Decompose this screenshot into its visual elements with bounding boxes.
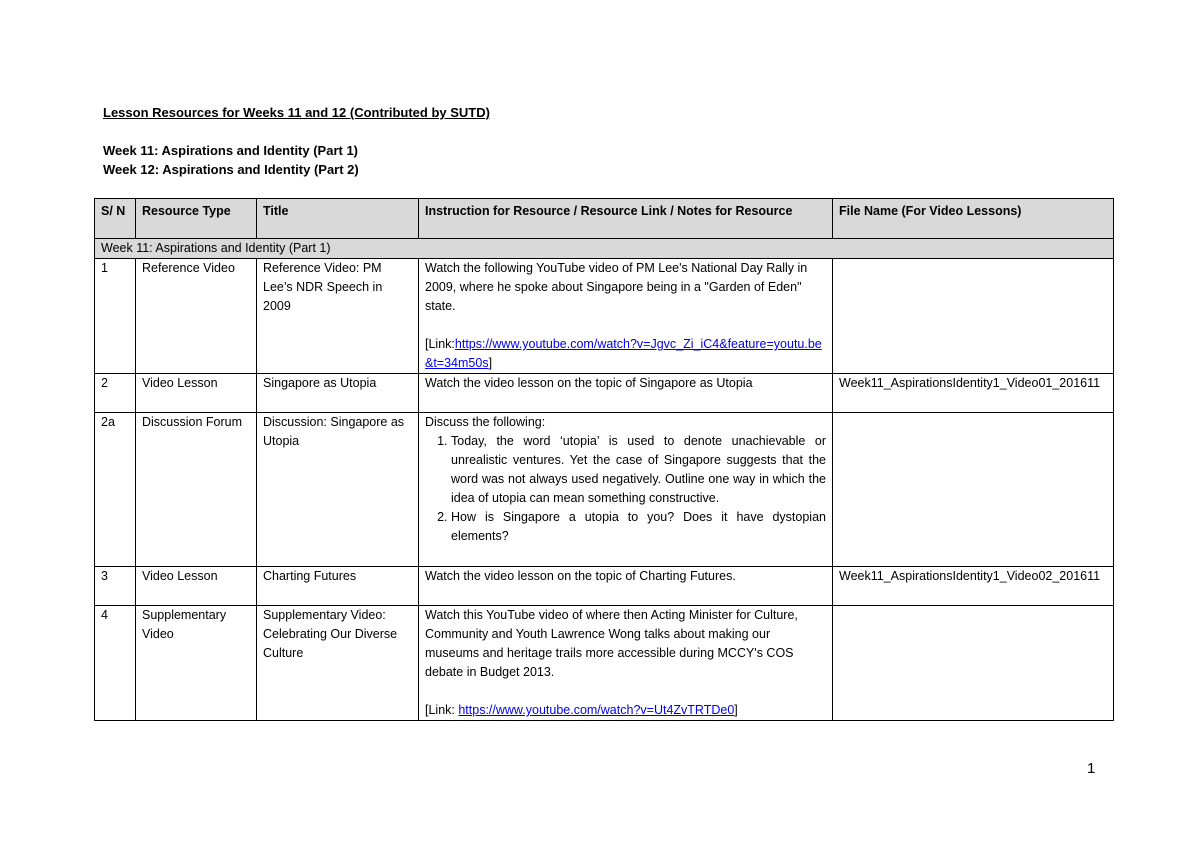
cell-resource-type: Video Lesson [136, 567, 257, 606]
spacer [425, 316, 826, 335]
resource-table [94, 198, 1114, 721]
link-prefix: [Link: [425, 337, 455, 351]
page-number: 1 [1087, 760, 1096, 777]
list-item: 1. Today, the word ‘utopia’ is used to denote unachievable or unrealistic ventures. Yet the case of Singapore suggests that the word was not always used negatively. Outline one way in which the idea of utopia can mean something constructive. [451, 432, 826, 508]
cell-file-name [833, 413, 1114, 567]
section-week-11: Week 11: Aspirations and Identity (Part 1) [95, 239, 1114, 259]
header-instruction: Instruction for Resource / Resource Link / Notes for Resource [419, 199, 833, 239]
cell-title: Reference Video: PM Lee’s NDR Speech in 2009 [257, 259, 419, 374]
youtube-link[interactable]: https://www.youtube.com/watch?v=Jgvc_Zi_iC4&feature=youtu.be&t=34m50s [425, 337, 822, 370]
header-sn: S/ N [95, 199, 136, 239]
header-title: Title [257, 199, 419, 239]
header-row [95, 199, 1114, 239]
section-row [95, 239, 1114, 259]
link-prefix: [Link: [425, 703, 459, 717]
instruction-text: Watch this YouTube video of where then Acting Minister for Culture, Community and Youth Lawrence Wong talks about making our museums and heritage trails more accessible during MCCY's COS debate in Budget 2013. [425, 608, 798, 679]
cell-title: Singapore as Utopia [257, 374, 419, 413]
link-line [425, 701, 826, 720]
list-item: 2. How is Singapore a utopia to you? Does it have dystopian elements? [451, 508, 826, 546]
table-row [95, 259, 1114, 374]
link-suffix: ] [734, 703, 738, 717]
cell-title: Discussion: Singapore as Utopia [257, 413, 419, 567]
cell-instruction [419, 259, 833, 374]
header-resource-type: Resource Type [136, 199, 257, 239]
cell-resource-type: Reference Video [136, 259, 257, 374]
cell-resource-type: Discussion Forum [136, 413, 257, 567]
cell-file-name: Week11_AspirationsIdentity1_Video01_201611 [833, 374, 1114, 413]
cell-instruction: Watch the video lesson on the topic of Singapore as Utopia [419, 374, 833, 413]
link-line [425, 335, 826, 373]
cell-title: Supplementary Video: Celebrating Our Diverse Culture [257, 606, 419, 721]
cell-sn: 2a [95, 413, 136, 567]
cell-instruction: Watch the video lesson on the topic of Charting Futures. [419, 567, 833, 606]
discussion-list [425, 432, 826, 546]
cell-resource-type: Supplementary Video [136, 606, 257, 721]
discussion-intro: Discuss the following: [425, 415, 546, 429]
document-heading: Lesson Resources for Weeks 11 and 12 (Contributed by SUTD) [103, 105, 490, 120]
cell-sn: 4 [95, 606, 136, 721]
cell-sn: 3 [95, 567, 136, 606]
cell-file-name: Week11_AspirationsIdentity1_Video02_201611 [833, 567, 1114, 606]
cell-instruction [419, 413, 833, 567]
week-12-title: Week 12: Aspirations and Identity (Part 2) [103, 162, 359, 177]
spacer [425, 682, 826, 701]
link-suffix: ] [488, 356, 493, 370]
week-11-title: Week 11: Aspirations and Identity (Part 1) [103, 143, 359, 158]
table-row [95, 374, 1114, 413]
header-file-name: File Name (For Video Lessons) [833, 199, 1114, 239]
cell-sn: 2 [95, 374, 136, 413]
cell-file-name [833, 259, 1114, 374]
cell-sn: 1 [95, 259, 136, 374]
cell-title: Charting Futures [257, 567, 419, 606]
cell-instruction [419, 606, 833, 721]
table-row [95, 413, 1114, 567]
table-row [95, 567, 1114, 606]
youtube-link[interactable]: https://www.youtube.com/watch?v=Ut4ZvTRTDe0 [458, 703, 735, 717]
cell-resource-type: Video Lesson [136, 374, 257, 413]
table-row [95, 606, 1114, 721]
instruction-text: Watch the following YouTube video of PM Lee's National Day Rally in 2009, where he spoke about Singapore being in a "Garden of Eden" state. [425, 261, 808, 313]
cell-file-name [833, 606, 1114, 721]
